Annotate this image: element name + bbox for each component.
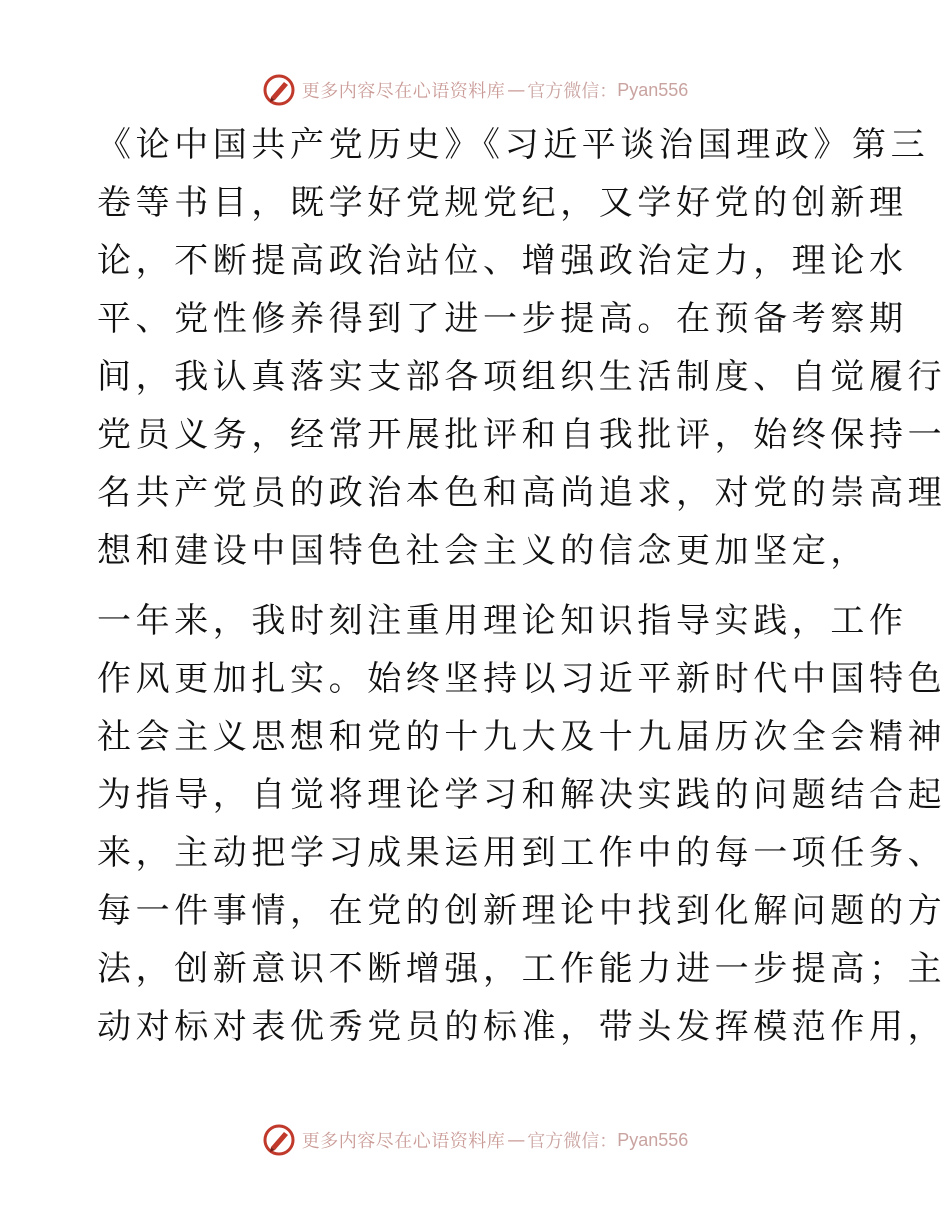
watermark-label: 官方微信：: [527, 1131, 618, 1152]
text-line: 法，创新意识不断增强，工作能力进一步提高；主: [97, 949, 947, 989]
text-line: 平、党性修养得到了进一步提高。在预备考察期: [97, 299, 908, 339]
document-body: [97, 116, 947, 1056]
watermark-separator: —: [507, 1129, 526, 1151]
paragraph-1: [97, 116, 947, 580]
text-line: 动对标对表优秀党员的标准，带头发挥模范作用，: [97, 1007, 947, 1047]
text-line: 名共产党员的政治本色和高尚追求，对党的崇高理: [97, 473, 947, 513]
header-watermark: [0, 70, 950, 110]
pen-seal-icon: [262, 1123, 296, 1157]
watermark-id: Pyan556: [617, 1129, 689, 1150]
text-line: 间，我认真落实支部各项组织生活制度、自觉履行: [97, 357, 947, 397]
text-line: 每一件事情，在党的创新理论中找到化解问题的方: [97, 891, 947, 931]
text-line: 为指导，自觉将理论学习和解决实践的问题结合起: [97, 775, 947, 815]
text-line: 社会主义思想和党的十九大及十九届历次全会精神: [97, 717, 947, 757]
text-line: 来，主动把学习成果运用到工作中的每一项任务、: [97, 833, 947, 873]
paragraph-2: [97, 592, 947, 1056]
watermark-id: Pyan556: [617, 79, 689, 100]
text-line: 《论中国共产党历史》《习近平谈治国理政》第三: [97, 125, 930, 165]
watermark-site-text: 更多内容尽在心语资料库: [301, 1131, 506, 1152]
text-line: 党员义务，经常开展批评和自我批评，始终保持一: [97, 415, 947, 455]
watermark-separator: —: [507, 79, 526, 101]
footer-watermark: [0, 1120, 950, 1160]
text-line: 一年来，我时刻注重用理论知识指导实践，工作: [97, 601, 908, 641]
text-line: 卷等书目，既学好党规党纪，又学好党的创新理: [97, 183, 908, 223]
text-line: 论，不断提高政治站位、增强政治定力，理论水: [97, 241, 908, 281]
watermark-label: 官方微信：: [527, 81, 618, 102]
text-line: 想和建设中国特色社会主义的信念更加坚定，: [97, 531, 869, 571]
text-line: 作风更加扎实。始终坚持以习近平新时代中国特色: [97, 659, 947, 699]
pen-seal-icon: [262, 73, 296, 107]
watermark-site-text: 更多内容尽在心语资料库: [301, 81, 506, 102]
